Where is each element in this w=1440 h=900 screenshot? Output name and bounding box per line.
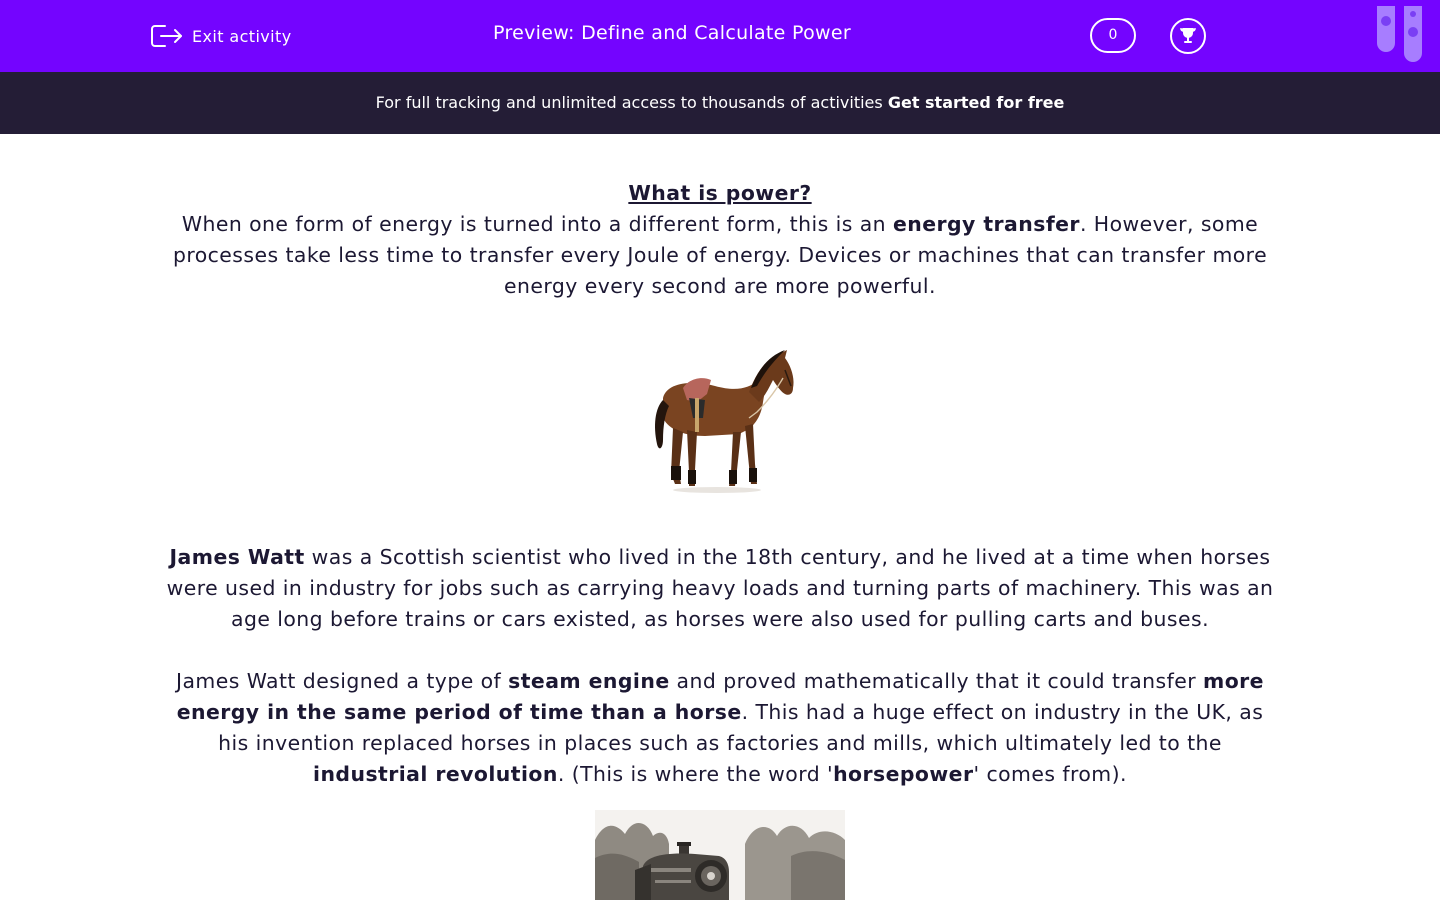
text-span: James Watt designed a type of <box>176 669 509 693</box>
text-span: . (This is where the word ' <box>557 762 834 786</box>
bold-term: horsepower <box>833 762 974 786</box>
exit-activity-label: Exit activity <box>192 26 292 46</box>
score-counter: 0 <box>1090 18 1136 53</box>
text-span: and proved mathematically that it could transfer <box>669 669 1204 693</box>
horse-illustration <box>645 348 795 496</box>
paragraph-james-watt <box>160 542 1280 635</box>
get-started-link[interactable]: Get started for free <box>887 93 1065 112</box>
bold-term: industrial revolution <box>313 762 558 786</box>
tube-bubble <box>1408 27 1418 37</box>
steam-train-image <box>595 810 845 900</box>
bold-term: steam engine <box>508 669 670 693</box>
tube-bubble <box>1410 11 1416 17</box>
test-tube-left <box>1377 6 1395 52</box>
top-bar <box>0 0 1440 72</box>
paragraph-steam-engine <box>160 666 1280 790</box>
trophy-button[interactable] <box>1170 18 1206 54</box>
banner-text: For full tracking and unlimited access to thousands of activities <box>375 93 888 112</box>
activity-title: Preview: Define and Calculate Power <box>493 22 851 44</box>
paragraph-energy-transfer <box>160 209 1280 302</box>
text-span: . This had a huge effect on industry in the UK, as his invention replaced horses in places such as factories and mills, which ultimately led to the <box>218 700 1264 755</box>
lesson-content <box>160 178 1280 790</box>
bold-term: James Watt <box>169 545 305 569</box>
horse-image <box>160 348 1280 496</box>
text-span: When one form of energy is turned into a different form, this is an <box>181 212 893 236</box>
signup-banner <box>0 72 1440 134</box>
steam-train-illustration <box>595 810 845 900</box>
text-span: was a Scottish scientist who lived in the 18th century, and he lived at a time when horses were used in industry for jobs such as carrying heavy loads and turning parts of machinery. This was an age long before trains or cars existed, as horses were also used for pulling carts and buses. <box>166 545 1274 631</box>
test-tube-right <box>1404 6 1422 62</box>
tube-bubble <box>1381 16 1391 26</box>
section-heading: What is power? <box>628 181 812 205</box>
bold-term: energy transfer <box>892 212 1080 236</box>
text-span: . However, some processes take less time to transfer every Joule of energy. Devices or machines that can transfer more energy every second are more powerful. <box>172 212 1268 298</box>
text-span: ' comes from). <box>973 762 1127 786</box>
bold-term: more energy in the same period of time than a horse <box>176 669 1264 724</box>
trophy-icon <box>1177 25 1199 47</box>
